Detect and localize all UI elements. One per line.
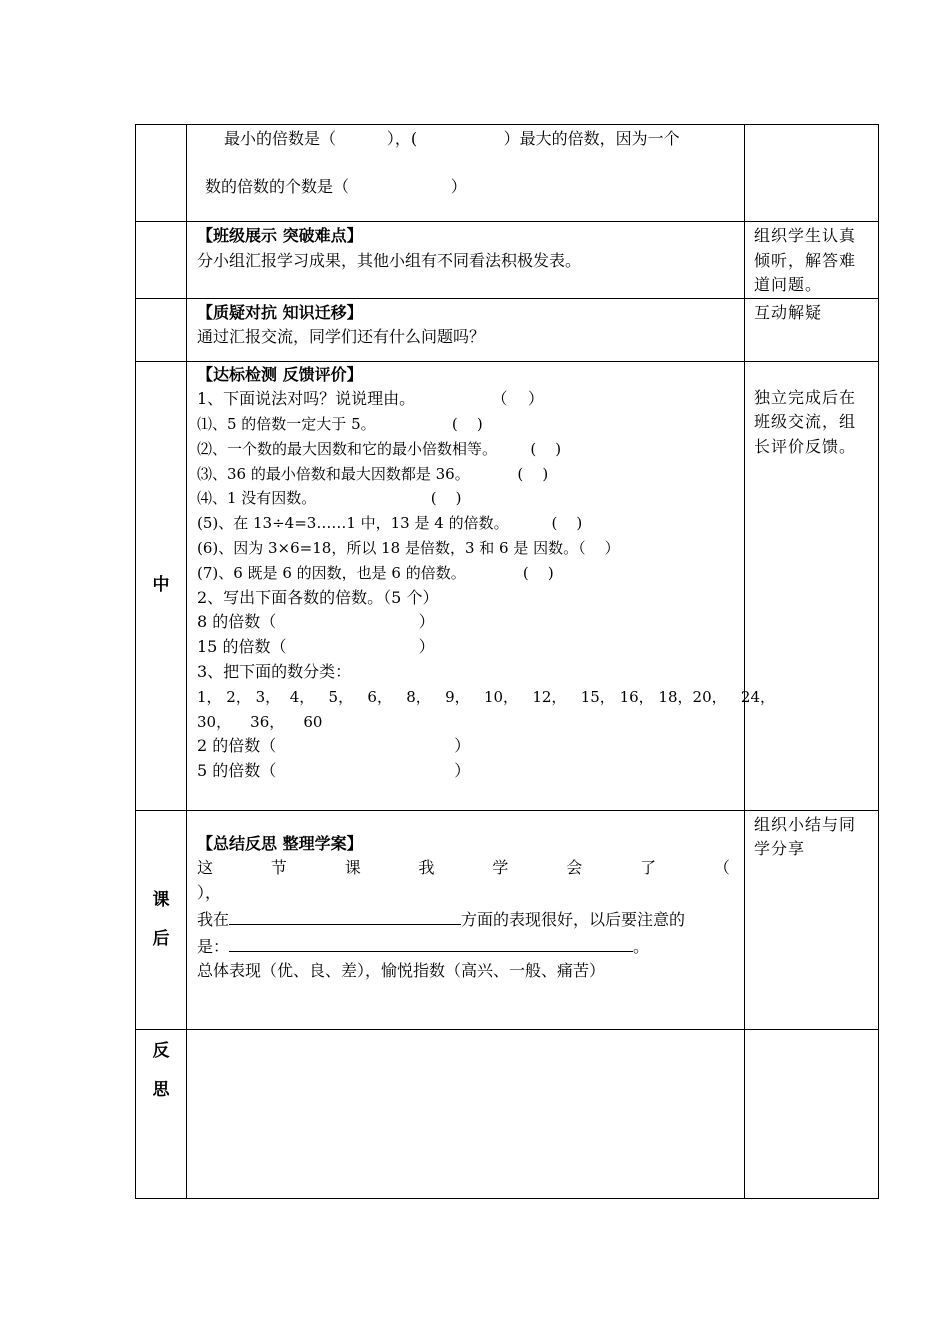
spread-char: 学 [492, 858, 509, 878]
text-fragment: 我在 [197, 909, 230, 929]
text-fragment: 方面的表现很好，以后要注意的 [461, 909, 686, 929]
spread-char: 了 [640, 858, 657, 878]
row-summary [136, 810, 879, 1029]
text-line: 最小的倍数是（ ），( ）最大的倍数，因为一个 [224, 129, 680, 148]
spread-char: 这 [197, 858, 214, 878]
section-header: 【班级展示 突破难点】 [197, 226, 363, 245]
stage-label: 中 [136, 361, 187, 810]
row-reflection [136, 1029, 879, 1198]
section-header: 【达标检测 反馈评价】 [197, 364, 363, 384]
spread-char: （ [713, 858, 730, 878]
row-class-display [136, 222, 879, 299]
true-false-item: ⑵、一个数的最大因数和它的最小倍数相等。 ( ) [197, 439, 562, 458]
section-header: 【总结反思 整理学案】 [197, 833, 363, 853]
question-2: 2、写出下面各数的倍数。（5 个） [197, 587, 439, 607]
teacher-note: 组织小结与同学分享 [745, 810, 879, 1029]
question-1: 1、下面说法对吗？说说理由。 （ ） [197, 389, 544, 409]
fill-in-line: 5 的倍数（ ） [197, 761, 471, 781]
true-false-item: ⑷、1 没有因数。 ( ) [197, 489, 462, 508]
content-cell [187, 361, 775, 810]
text-fragment: 是： [197, 936, 230, 956]
number-list: 30， 36， 60 [197, 712, 323, 731]
text-line: 通过汇报交流，同学们还有什么问题吗？ [197, 327, 486, 347]
true-false-item: (6)、因为 3×6=18，所以 18 是倍数，3 和 6 是 因数。（ ） [197, 539, 620, 558]
content-cell [187, 125, 745, 222]
stage-cell-empty [136, 125, 187, 222]
content-cell [187, 222, 745, 299]
row-assessment [136, 361, 879, 810]
spread-char: 节 [270, 858, 287, 878]
spread-char: 我 [418, 858, 435, 878]
spread-char: 会 [566, 858, 583, 878]
stage-cell-empty [136, 222, 187, 299]
text-line: 总体表现（优、良、差），愉悦指数（高兴、一般、痛苦） [197, 961, 606, 981]
true-false-item: (7)、6 既是 6 的因数，也是 6 的倍数。 ( ) [197, 563, 554, 582]
stage-label [136, 810, 187, 1029]
teacher-note: 独立完成后在班级交流，组长评价反馈。 [745, 361, 879, 810]
spread-line [197, 856, 734, 881]
note-cell-empty [745, 125, 879, 222]
text-line: ）， [197, 883, 222, 903]
text-line: 分小组汇报学习成果，其他小组有不同看法积极发表。 [197, 250, 582, 270]
fill-in-line: 8 的倍数（ ） [197, 612, 435, 632]
fill-in-line [197, 906, 734, 933]
answer-underline[interactable] [229, 933, 633, 952]
content-cell-empty[interactable] [187, 1029, 745, 1198]
content-cell [187, 810, 745, 1029]
question-3: 3、把下面的数分类： [197, 662, 352, 682]
note-cell-empty [745, 1029, 879, 1198]
spread-char: 课 [344, 858, 361, 878]
text-fragment: 。 [633, 936, 650, 956]
text-line: 数的倍数的个数是（ ） [205, 177, 467, 196]
stage-char: 反 [152, 1040, 170, 1061]
lesson-plan-table [135, 124, 879, 1199]
content-cell [187, 298, 745, 361]
true-false-item: (5)、在 13÷4=3……1 中，13 是 4 的倍数。 ( ) [197, 514, 583, 533]
stage-cell-empty [136, 298, 187, 361]
row-questioning [136, 298, 879, 361]
stage-char: 课 [152, 889, 170, 910]
number-list: 1， 2， 3， 4， 5， 6， 8， 9， 10， 12， 15， 16， 18，20， 24， [197, 687, 775, 706]
stage-char: 后 [152, 928, 170, 949]
teacher-note: 组织学生认真倾听，解答难道问题。 [745, 222, 879, 299]
fill-in-line [197, 933, 734, 960]
true-false-item: ⑴、5 的倍数一定大于 5。 ( ) [197, 415, 483, 434]
section-header: 【质疑对抗 知识迁移】 [197, 302, 363, 322]
answer-underline[interactable] [229, 906, 461, 925]
row-multiples-intro [136, 125, 879, 222]
true-false-item: ⑶、36 的最小倍数和最大因数都是 36。 ( ) [197, 464, 549, 483]
teacher-note: 互动解疑 [745, 298, 879, 361]
fill-in-line: 2 的倍数（ ） [197, 736, 471, 756]
stage-char: 思 [152, 1079, 170, 1100]
stage-label [136, 1029, 187, 1198]
fill-in-line: 15 的倍数（ ） [197, 637, 435, 657]
